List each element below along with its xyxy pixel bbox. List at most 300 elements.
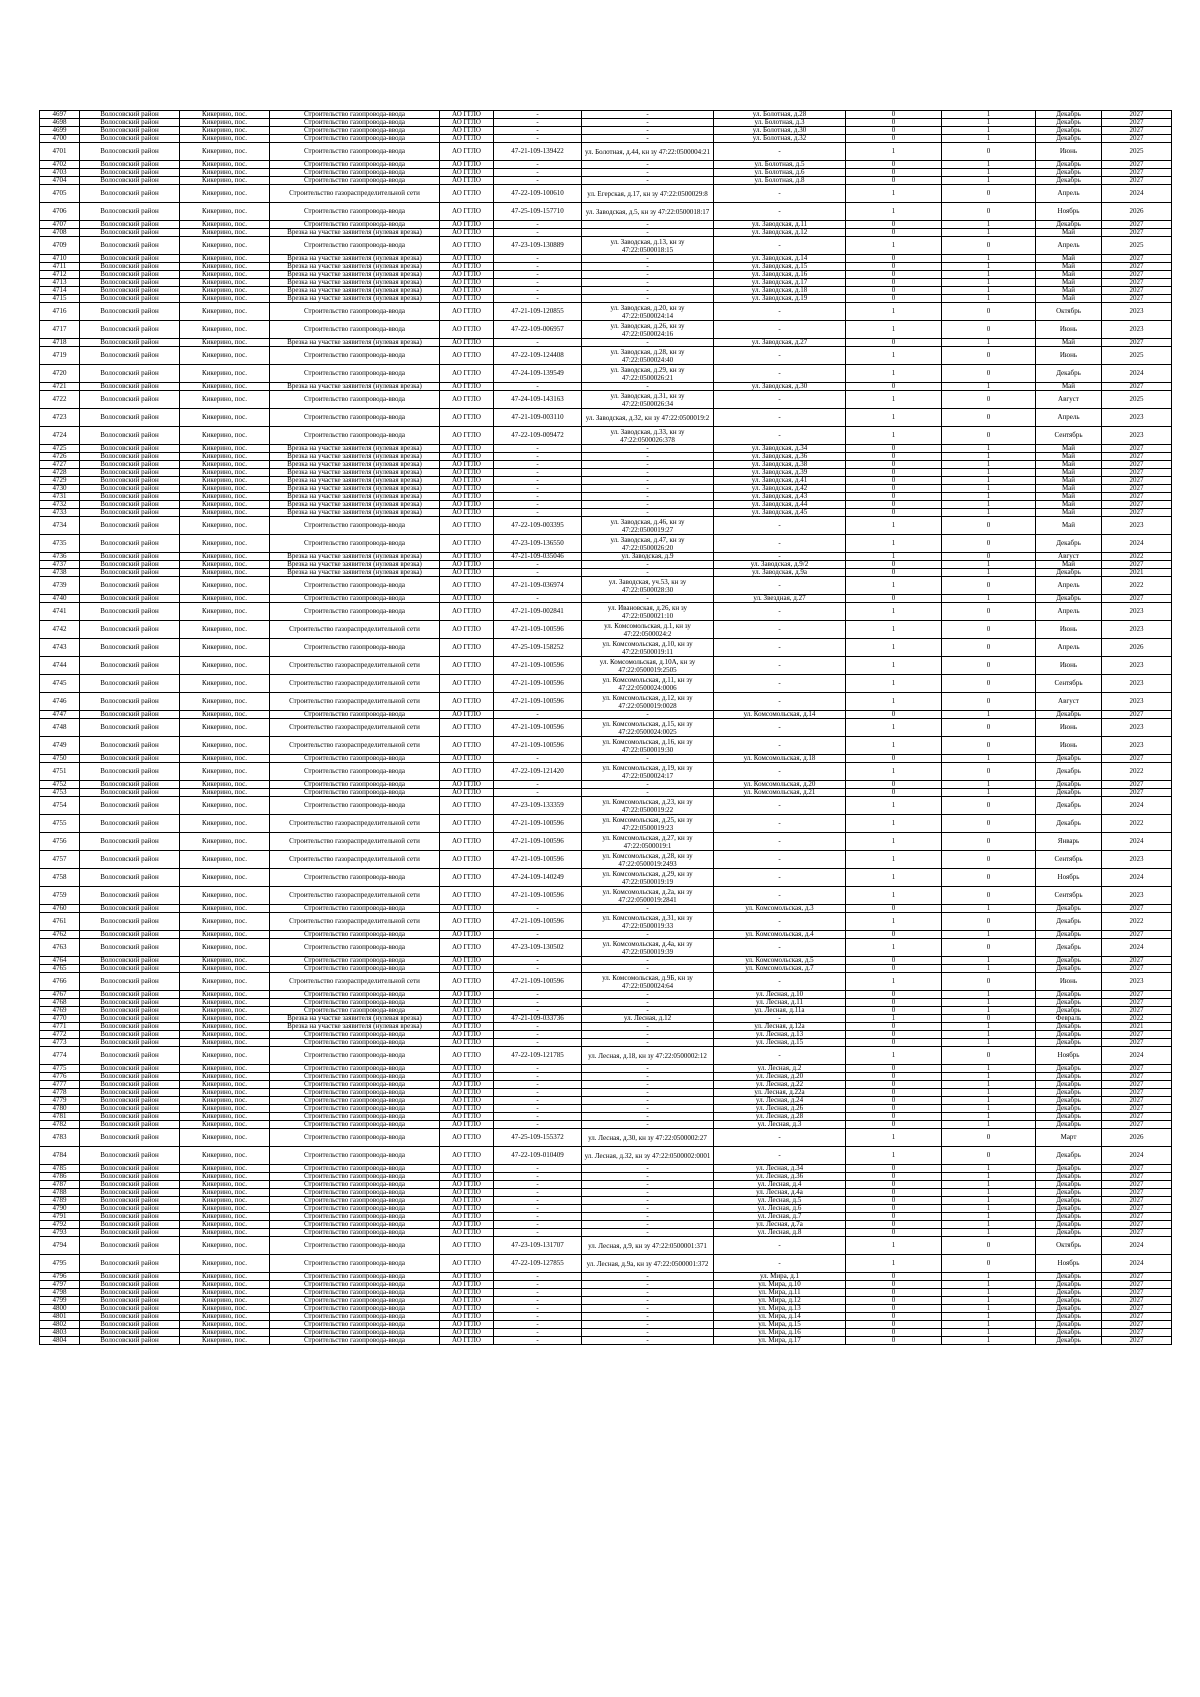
table-row bbox=[40, 161, 1172, 169]
cell-settlement: Кикерино, пос. bbox=[180, 1289, 270, 1297]
cell-addr_cad: - bbox=[582, 169, 714, 177]
cell-settlement: Кикерино, пос. bbox=[180, 1023, 270, 1031]
cell-work: Строительство газопровода-ввода bbox=[270, 1297, 440, 1305]
cell-permit: - bbox=[494, 1205, 582, 1213]
cell-year: 2027 bbox=[1102, 1189, 1172, 1197]
table-row bbox=[40, 119, 1172, 127]
cell-num: 4795 bbox=[40, 1255, 80, 1273]
cell-permit: - bbox=[494, 493, 582, 501]
cell-district: Волосовский район bbox=[80, 1097, 180, 1105]
cell-settlement: Кикерино, пос. bbox=[180, 939, 270, 957]
cell-flag_a: 1 bbox=[846, 869, 942, 887]
cell-permit: - bbox=[494, 161, 582, 169]
cell-month: Ноябрь bbox=[1036, 203, 1102, 221]
cell-org: АО ГГЛО bbox=[440, 1039, 494, 1047]
cell-permit: - bbox=[494, 1113, 582, 1121]
cell-address: ул. Заводская, д.14 bbox=[714, 255, 846, 263]
cell-district: Волосовский район bbox=[80, 135, 180, 143]
cell-org: АО ГГЛО bbox=[440, 409, 494, 427]
cell-district: Волосовский район bbox=[80, 295, 180, 303]
cell-addr_cad: - bbox=[582, 755, 714, 763]
cell-permit: 47-25-109-158252 bbox=[494, 639, 582, 657]
cell-addr_cad: ул. Комсомольская, д.11, кн зу 47:22:0500024:0006 bbox=[582, 675, 714, 693]
cell-year: 2027 bbox=[1102, 1097, 1172, 1105]
cell-year: 2027 bbox=[1102, 781, 1172, 789]
cell-permit: - bbox=[494, 711, 582, 719]
cell-district: Волосовский район bbox=[80, 347, 180, 365]
cell-settlement: Кикерино, пос. bbox=[180, 111, 270, 119]
table-row bbox=[40, 1321, 1172, 1329]
cell-num: 4704 bbox=[40, 177, 80, 185]
cell-work: Строительство газопровода-ввода bbox=[270, 119, 440, 127]
cell-num: 4760 bbox=[40, 905, 80, 913]
cell-month: Декабрь bbox=[1036, 1113, 1102, 1121]
cell-work: Строительство газопровода-ввода bbox=[270, 237, 440, 255]
cell-month: Декабрь bbox=[1036, 119, 1102, 127]
table-row bbox=[40, 1165, 1172, 1173]
cell-num: 4737 bbox=[40, 561, 80, 569]
cell-addr_cad: - bbox=[582, 1105, 714, 1113]
cell-permit: 47-24-109-139549 bbox=[494, 365, 582, 383]
cell-month: Август bbox=[1036, 693, 1102, 711]
cell-permit: - bbox=[494, 501, 582, 509]
cell-num: 4773 bbox=[40, 1039, 80, 1047]
cell-permit: - bbox=[494, 1031, 582, 1039]
cell-year: 2024 bbox=[1102, 833, 1172, 851]
cell-addr_cad: - bbox=[582, 453, 714, 461]
cell-org: АО ГГЛО bbox=[440, 789, 494, 797]
cell-num: 4763 bbox=[40, 939, 80, 957]
cell-org: АО ГГЛО bbox=[440, 1031, 494, 1039]
cell-year: 2027 bbox=[1102, 1321, 1172, 1329]
cell-addr_cad: - bbox=[582, 789, 714, 797]
cell-year: 2027 bbox=[1102, 1281, 1172, 1289]
cell-year: 2027 bbox=[1102, 1105, 1172, 1113]
cell-flag_b: 0 bbox=[942, 303, 1036, 321]
cell-district: Волосовский район bbox=[80, 763, 180, 781]
cell-addr_cad: - bbox=[582, 1081, 714, 1089]
cell-settlement: Кикерино, пос. bbox=[180, 143, 270, 161]
cell-permit: - bbox=[494, 905, 582, 913]
cell-district: Волосовский район bbox=[80, 143, 180, 161]
cell-address: ул. Заводская, д.36 bbox=[714, 453, 846, 461]
cell-address: - bbox=[714, 621, 846, 639]
cell-addr_cad: ул. Заводская, д.20, кн зу 47:22:0500024:14 bbox=[582, 303, 714, 321]
cell-permit: 47-21-109-100596 bbox=[494, 913, 582, 931]
cell-addr_cad: - bbox=[582, 569, 714, 577]
cell-year: 2024 bbox=[1102, 1047, 1172, 1065]
cell-permit: - bbox=[494, 1281, 582, 1289]
cell-flag_a: 0 bbox=[846, 221, 942, 229]
cell-district: Волосовский район bbox=[80, 939, 180, 957]
cell-work: Строительство газопровода-ввода bbox=[270, 1089, 440, 1097]
cell-org: АО ГГЛО bbox=[440, 657, 494, 675]
cell-settlement: Кикерино, пос. bbox=[180, 339, 270, 347]
cell-addr_cad: - bbox=[582, 1023, 714, 1031]
table-row bbox=[40, 1147, 1172, 1165]
cell-addr_cad: - bbox=[582, 111, 714, 119]
cell-num: 4720 bbox=[40, 365, 80, 383]
cell-address: - bbox=[714, 913, 846, 931]
cell-permit: 47-21-109-120855 bbox=[494, 303, 582, 321]
cell-permit: 47-21-109-100596 bbox=[494, 887, 582, 905]
cell-num: 4741 bbox=[40, 603, 80, 621]
cell-settlement: Кикерино, пос. bbox=[180, 1273, 270, 1281]
cell-settlement: Кикерино, пос. bbox=[180, 295, 270, 303]
cell-addr_cad: - bbox=[582, 135, 714, 143]
cell-permit: - bbox=[494, 477, 582, 485]
cell-org: АО ГГЛО bbox=[440, 461, 494, 469]
cell-address: - bbox=[714, 797, 846, 815]
cell-flag_a: 0 bbox=[846, 111, 942, 119]
cell-address: - bbox=[714, 517, 846, 535]
cell-org: АО ГГЛО bbox=[440, 321, 494, 339]
cell-address: ул. Лесная, д.26 bbox=[714, 1105, 846, 1113]
table-row bbox=[40, 639, 1172, 657]
cell-year: 2027 bbox=[1102, 461, 1172, 469]
cell-flag_a: 1 bbox=[846, 763, 942, 781]
cell-month: Декабрь bbox=[1036, 1213, 1102, 1221]
cell-district: Волосовский район bbox=[80, 833, 180, 851]
cell-month: Декабрь bbox=[1036, 1313, 1102, 1321]
cell-settlement: Кикерино, пос. bbox=[180, 603, 270, 621]
table-row bbox=[40, 263, 1172, 271]
cell-flag_a: 0 bbox=[846, 561, 942, 569]
cell-work: Строительство газопровода-ввода bbox=[270, 905, 440, 913]
cell-flag_a: 0 bbox=[846, 1297, 942, 1305]
cell-addr_cad: ул. Лесная, д.32, кн зу 47:22:0500002:0001 bbox=[582, 1147, 714, 1165]
cell-work: Строительство газораспределительной сети bbox=[270, 887, 440, 905]
cell-month: Декабрь bbox=[1036, 991, 1102, 999]
cell-addr_cad: - bbox=[582, 255, 714, 263]
cell-flag_a: 0 bbox=[846, 1031, 942, 1039]
cell-work: Строительство газораспределительной сети bbox=[270, 833, 440, 851]
cell-district: Волосовский район bbox=[80, 1173, 180, 1181]
cell-settlement: Кикерино, пос. bbox=[180, 347, 270, 365]
cell-flag_b: 0 bbox=[942, 639, 1036, 657]
cell-num: 4749 bbox=[40, 737, 80, 755]
cell-settlement: Кикерино, пос. bbox=[180, 271, 270, 279]
cell-address: ул. Мира, д.10 bbox=[714, 1281, 846, 1289]
cell-addr_cad: - bbox=[582, 509, 714, 517]
cell-district: Волосовский район bbox=[80, 1255, 180, 1273]
cell-settlement: Кикерино, пос. bbox=[180, 501, 270, 509]
cell-work: Строительство газопровода-ввода bbox=[270, 1221, 440, 1229]
cell-addr_cad: - bbox=[582, 991, 714, 999]
cell-org: АО ГГЛО bbox=[440, 1197, 494, 1205]
cell-flag_a: 0 bbox=[846, 781, 942, 789]
cell-permit: 47-21-109-100596 bbox=[494, 693, 582, 711]
cell-flag_a: 0 bbox=[846, 255, 942, 263]
table-row bbox=[40, 501, 1172, 509]
cell-permit: - bbox=[494, 295, 582, 303]
table-row bbox=[40, 485, 1172, 493]
cell-permit: - bbox=[494, 1321, 582, 1329]
cell-address: ул. Заводская, д.18 bbox=[714, 287, 846, 295]
cell-settlement: Кикерино, пос. bbox=[180, 409, 270, 427]
cell-addr_cad: - bbox=[582, 127, 714, 135]
cell-addr_cad: - bbox=[582, 999, 714, 1007]
cell-settlement: Кикерино, пос. bbox=[180, 1329, 270, 1337]
cell-flag_a: 1 bbox=[846, 939, 942, 957]
cell-month: Декабрь bbox=[1036, 755, 1102, 763]
cell-flag_b: 0 bbox=[942, 603, 1036, 621]
cell-district: Волосовский район bbox=[80, 1237, 180, 1255]
cell-settlement: Кикерино, пос. bbox=[180, 135, 270, 143]
cell-flag_b: 1 bbox=[942, 1007, 1036, 1015]
cell-address: - bbox=[714, 427, 846, 445]
cell-year: 2027 bbox=[1102, 229, 1172, 237]
cell-district: Волосовский район bbox=[80, 999, 180, 1007]
cell-num: 4719 bbox=[40, 347, 80, 365]
cell-year: 2027 bbox=[1102, 221, 1172, 229]
cell-num: 4794 bbox=[40, 1237, 80, 1255]
cell-permit: 47-22-109-121420 bbox=[494, 763, 582, 781]
cell-num: 4796 bbox=[40, 1273, 80, 1281]
cell-org: АО ГГЛО bbox=[440, 427, 494, 445]
cell-addr_cad: - bbox=[582, 1089, 714, 1097]
cell-flag_b: 1 bbox=[942, 501, 1036, 509]
cell-month: Май bbox=[1036, 295, 1102, 303]
cell-permit: - bbox=[494, 169, 582, 177]
table-row bbox=[40, 321, 1172, 339]
cell-address: - bbox=[714, 347, 846, 365]
cell-work: Строительство газопровода-ввода bbox=[270, 1121, 440, 1129]
cell-address: - bbox=[714, 1255, 846, 1273]
cell-settlement: Кикерино, пос. bbox=[180, 229, 270, 237]
cell-addr_cad: - bbox=[582, 1121, 714, 1129]
cell-org: АО ГГЛО bbox=[440, 965, 494, 973]
cell-work: Строительство газопровода-ввода bbox=[270, 1105, 440, 1113]
cell-flag_a: 0 bbox=[846, 1281, 942, 1289]
cell-flag_a: 0 bbox=[846, 127, 942, 135]
cell-addr_cad: ул. Комсомольская, д.1, кн зу 47:22:0500024:2 bbox=[582, 621, 714, 639]
cell-num: 4743 bbox=[40, 639, 80, 657]
cell-permit: - bbox=[494, 781, 582, 789]
cell-flag_a: 0 bbox=[846, 1197, 942, 1205]
cell-settlement: Кикерино, пос. bbox=[180, 1213, 270, 1221]
cell-year: 2024 bbox=[1102, 797, 1172, 815]
cell-month: Декабрь bbox=[1036, 1065, 1102, 1073]
cell-flag_b: 1 bbox=[942, 485, 1036, 493]
cell-org: АО ГГЛО bbox=[440, 469, 494, 477]
cell-settlement: Кикерино, пос. bbox=[180, 1189, 270, 1197]
cell-num: 4774 bbox=[40, 1047, 80, 1065]
cell-year: 2027 bbox=[1102, 789, 1172, 797]
cell-year: 2022 bbox=[1102, 577, 1172, 595]
cell-permit: 47-21-109-139422 bbox=[494, 143, 582, 161]
cell-year: 2023 bbox=[1102, 719, 1172, 737]
table-row bbox=[40, 755, 1172, 763]
cell-flag_b: 1 bbox=[942, 1321, 1036, 1329]
cell-flag_a: 0 bbox=[846, 119, 942, 127]
cell-flag_b: 0 bbox=[942, 143, 1036, 161]
cell-work: Строительство газопровода-ввода bbox=[270, 1337, 440, 1345]
cell-permit: - bbox=[494, 1181, 582, 1189]
cell-flag_a: 1 bbox=[846, 815, 942, 833]
cell-num: 4708 bbox=[40, 229, 80, 237]
cell-addr_cad: ул. Заводская, д.5, кн зу 47:22:0500018:17 bbox=[582, 203, 714, 221]
cell-work: Строительство газопровода-ввода bbox=[270, 161, 440, 169]
table-row bbox=[40, 621, 1172, 639]
cell-address: - bbox=[714, 973, 846, 991]
cell-work: Врезка на участке заявителя (нулевая врезка) bbox=[270, 477, 440, 485]
cell-work: Строительство газопровода-ввода bbox=[270, 999, 440, 1007]
cell-flag_b: 1 bbox=[942, 469, 1036, 477]
cell-address: ул. Заводская, д.15 bbox=[714, 263, 846, 271]
table-body bbox=[40, 111, 1172, 1345]
cell-settlement: Кикерино, пос. bbox=[180, 621, 270, 639]
cell-settlement: Кикерино, пос. bbox=[180, 287, 270, 295]
table-row bbox=[40, 1205, 1172, 1213]
cell-year: 2027 bbox=[1102, 263, 1172, 271]
cell-address: ул. Заводская, д.34 bbox=[714, 445, 846, 453]
cell-settlement: Кикерино, пос. bbox=[180, 477, 270, 485]
cell-district: Волосовский район bbox=[80, 535, 180, 553]
cell-address: ул. Заводская, д.41 bbox=[714, 477, 846, 485]
cell-address: - bbox=[714, 887, 846, 905]
cell-flag_b: 1 bbox=[942, 1023, 1036, 1031]
cell-num: 4715 bbox=[40, 295, 80, 303]
cell-work: Строительство газопровода-ввода bbox=[270, 1281, 440, 1289]
cell-org: АО ГГЛО bbox=[440, 161, 494, 169]
cell-year: 2025 bbox=[1102, 347, 1172, 365]
cell-district: Волосовский район bbox=[80, 851, 180, 869]
cell-addr_cad: ул. Комсомольская, д.29, кн зу 47:22:0500019:19 bbox=[582, 869, 714, 887]
cell-address: - bbox=[714, 719, 846, 737]
cell-addr_cad: ул. Лесная, д.9, кн зу 47:22:0500001:371 bbox=[582, 1237, 714, 1255]
cell-flag_b: 1 bbox=[942, 1221, 1036, 1229]
cell-addr_cad: ул. Лесная, д.12 bbox=[582, 1015, 714, 1023]
table-row bbox=[40, 957, 1172, 965]
cell-flag_a: 1 bbox=[846, 553, 942, 561]
cell-work: Врезка на участке заявителя (нулевая врезка) bbox=[270, 339, 440, 347]
cell-num: 4789 bbox=[40, 1197, 80, 1205]
cell-num: 4728 bbox=[40, 469, 80, 477]
cell-addr_cad: ул. Заводская, д.33, кн зу 47:22:0500026:378 bbox=[582, 427, 714, 445]
cell-address: ул. Лесная, д.13 bbox=[714, 1031, 846, 1039]
cell-flag_b: 1 bbox=[942, 1081, 1036, 1089]
cell-flag_a: 0 bbox=[846, 1039, 942, 1047]
cell-num: 4798 bbox=[40, 1289, 80, 1297]
table-row bbox=[40, 939, 1172, 957]
cell-district: Волосовский район bbox=[80, 1015, 180, 1023]
cell-work: Строительство газопровода-ввода bbox=[270, 789, 440, 797]
cell-addr_cad: ул. Комсомольская, д.12, кн зу 47:22:0500019:0028 bbox=[582, 693, 714, 711]
cell-org: АО ГГЛО bbox=[440, 391, 494, 409]
cell-month: Июнь bbox=[1036, 143, 1102, 161]
cell-addr_cad: - bbox=[582, 177, 714, 185]
table-row bbox=[40, 255, 1172, 263]
cell-addr_cad: - bbox=[582, 781, 714, 789]
cell-address: ул. Лесная, д.7а bbox=[714, 1221, 846, 1229]
cell-flag_a: 1 bbox=[846, 409, 942, 427]
table-row bbox=[40, 999, 1172, 1007]
cell-address: - bbox=[714, 409, 846, 427]
cell-num: 4779 bbox=[40, 1097, 80, 1105]
cell-address: - bbox=[714, 1147, 846, 1165]
cell-addr_cad: ул. Лесная, д.30, кн зу 47:22:0500002:27 bbox=[582, 1129, 714, 1147]
cell-permit: 47-21-109-033736 bbox=[494, 1015, 582, 1023]
cell-settlement: Кикерино, пос. bbox=[180, 1305, 270, 1313]
cell-flag_a: 0 bbox=[846, 1221, 942, 1229]
cell-flag_a: 0 bbox=[846, 1007, 942, 1015]
cell-num: 4757 bbox=[40, 851, 80, 869]
cell-district: Волосовский район bbox=[80, 595, 180, 603]
cell-addr_cad: - bbox=[582, 469, 714, 477]
cell-work: Строительство газопровода-ввода bbox=[270, 797, 440, 815]
cell-permit: 47-24-109-140249 bbox=[494, 869, 582, 887]
cell-settlement: Кикерино, пос. bbox=[180, 1113, 270, 1121]
cell-address: - bbox=[714, 815, 846, 833]
cell-flag_b: 1 bbox=[942, 1121, 1036, 1129]
cell-month: Ноябрь bbox=[1036, 869, 1102, 887]
cell-addr_cad: - bbox=[582, 485, 714, 493]
cell-num: 4726 bbox=[40, 453, 80, 461]
cell-work: Строительство газораспределительной сети bbox=[270, 737, 440, 755]
cell-flag_b: 0 bbox=[942, 1255, 1036, 1273]
cell-flag_b: 1 bbox=[942, 1213, 1036, 1221]
cell-flag_b: 1 bbox=[942, 177, 1036, 185]
cell-flag_a: 1 bbox=[846, 365, 942, 383]
cell-flag_a: 0 bbox=[846, 1173, 942, 1181]
cell-settlement: Кикерино, пос. bbox=[180, 383, 270, 391]
cell-district: Волосовский район bbox=[80, 621, 180, 639]
cell-settlement: Кикерино, пос. bbox=[180, 161, 270, 169]
table-row bbox=[40, 675, 1172, 693]
cell-org: АО ГГЛО bbox=[440, 1321, 494, 1329]
cell-org: АО ГГЛО bbox=[440, 621, 494, 639]
cell-addr_cad: ул. Комсомольская, д.2а, кн зу 47:22:0500019:2841 bbox=[582, 887, 714, 905]
cell-flag_b: 0 bbox=[942, 737, 1036, 755]
cell-district: Волосовский район bbox=[80, 391, 180, 409]
cell-month: Декабрь bbox=[1036, 365, 1102, 383]
cell-flag_a: 0 bbox=[846, 1073, 942, 1081]
cell-settlement: Кикерино, пос. bbox=[180, 815, 270, 833]
cell-permit: - bbox=[494, 1105, 582, 1113]
cell-district: Волосовский район bbox=[80, 427, 180, 445]
cell-org: АО ГГЛО bbox=[440, 1329, 494, 1337]
cell-org: АО ГГЛО bbox=[440, 1337, 494, 1345]
cell-year: 2027 bbox=[1102, 485, 1172, 493]
cell-district: Волосовский район bbox=[80, 169, 180, 177]
cell-org: АО ГГЛО bbox=[440, 221, 494, 229]
cell-addr_cad: ул. Егерская, д.17, кн зу 47:22:0500029:8 bbox=[582, 185, 714, 203]
cell-flag_b: 1 bbox=[942, 1313, 1036, 1321]
cell-flag_b: 1 bbox=[942, 279, 1036, 287]
table-row bbox=[40, 535, 1172, 553]
cell-num: 4787 bbox=[40, 1181, 80, 1189]
cell-addr_cad: ул. Ивановская, д.26, кн зу 47:22:0500021:10 bbox=[582, 603, 714, 621]
cell-settlement: Кикерино, пос. bbox=[180, 1281, 270, 1289]
cell-num: 4731 bbox=[40, 493, 80, 501]
cell-year: 2026 bbox=[1102, 203, 1172, 221]
cell-org: АО ГГЛО bbox=[440, 973, 494, 991]
cell-org: АО ГГЛО bbox=[440, 1015, 494, 1023]
table-row bbox=[40, 815, 1172, 833]
cell-settlement: Кикерино, пос. bbox=[180, 1073, 270, 1081]
cell-month: Апрель bbox=[1036, 577, 1102, 595]
cell-month: Май bbox=[1036, 255, 1102, 263]
cell-permit: - bbox=[494, 111, 582, 119]
cell-work: Строительство газопровода-ввода bbox=[270, 1289, 440, 1297]
cell-flag_a: 1 bbox=[846, 143, 942, 161]
cell-permit: - bbox=[494, 1121, 582, 1129]
cell-year: 2023 bbox=[1102, 851, 1172, 869]
cell-org: АО ГГЛО bbox=[440, 127, 494, 135]
cell-flag_a: 1 bbox=[846, 913, 942, 931]
cell-district: Волосовский район bbox=[80, 485, 180, 493]
